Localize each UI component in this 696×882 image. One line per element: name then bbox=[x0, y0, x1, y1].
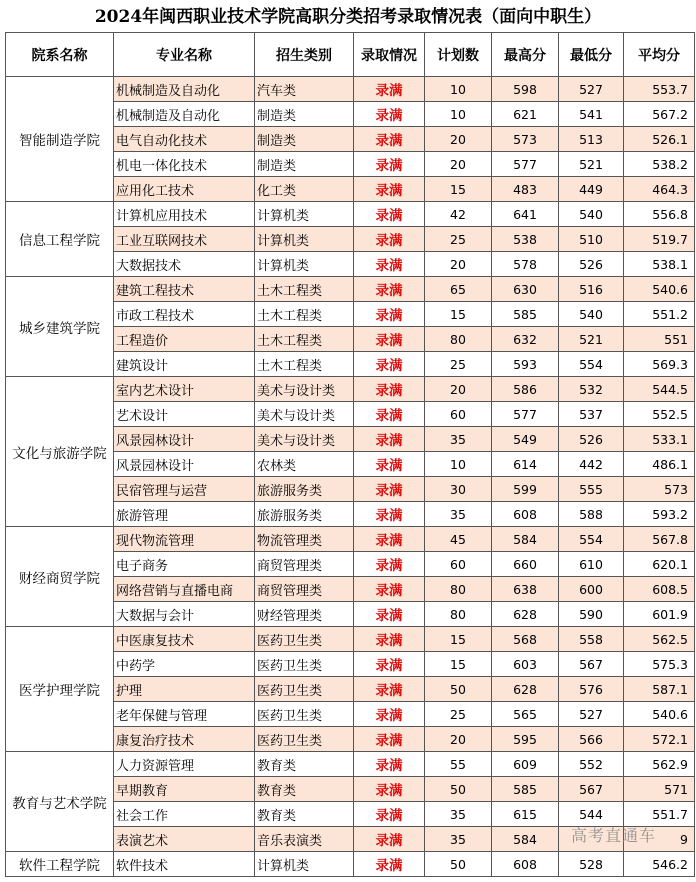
plan-cell: 10 bbox=[425, 77, 492, 102]
status-cell: 录满 bbox=[354, 77, 425, 102]
plan-cell: 10 bbox=[425, 452, 492, 477]
max-score-cell: 573 bbox=[492, 127, 559, 152]
major-cell: 老年保健与管理 bbox=[114, 702, 255, 727]
plan-cell: 35 bbox=[425, 827, 492, 852]
max-score-cell: 586 bbox=[492, 377, 559, 402]
plan-cell: 80 bbox=[425, 602, 492, 627]
min-score-cell: 528 bbox=[559, 852, 624, 877]
major-cell: 计算机应用技术 bbox=[114, 202, 255, 227]
status-cell: 录满 bbox=[354, 252, 425, 277]
status-cell: 录满 bbox=[354, 427, 425, 452]
status-cell: 录满 bbox=[354, 702, 425, 727]
avg-score-cell: 587.1 bbox=[624, 677, 695, 702]
max-score-cell: 593 bbox=[492, 352, 559, 377]
avg-score-cell: 540.6 bbox=[624, 702, 695, 727]
plan-cell: 65 bbox=[425, 277, 492, 302]
category-cell: 教育类 bbox=[255, 777, 354, 802]
category-cell: 土木工程类 bbox=[255, 277, 354, 302]
plan-cell: 25 bbox=[425, 227, 492, 252]
status-cell: 录满 bbox=[354, 377, 425, 402]
category-cell: 旅游服务类 bbox=[255, 502, 354, 527]
table-row bbox=[6, 77, 695, 102]
category-cell: 旅游服务类 bbox=[255, 477, 354, 502]
header-status: 录取情况 bbox=[354, 33, 425, 77]
min-score-cell: 588 bbox=[559, 502, 624, 527]
category-cell: 农林类 bbox=[255, 452, 354, 477]
min-score-cell: 510 bbox=[559, 227, 624, 252]
min-score-cell: 590 bbox=[559, 602, 624, 627]
min-score-cell: 555 bbox=[559, 477, 624, 502]
category-cell: 医药卫生类 bbox=[255, 627, 354, 652]
category-cell: 音乐表演类 bbox=[255, 827, 354, 852]
min-score-cell: 527 bbox=[559, 77, 624, 102]
category-cell: 计算机类 bbox=[255, 227, 354, 252]
avg-score-cell: 593.2 bbox=[624, 502, 695, 527]
max-score-cell: 584 bbox=[492, 527, 559, 552]
avg-score-cell: 546.2 bbox=[624, 852, 695, 877]
status-cell: 录满 bbox=[354, 277, 425, 302]
max-score-cell: 577 bbox=[492, 402, 559, 427]
status-cell: 录满 bbox=[354, 127, 425, 152]
status-cell: 录满 bbox=[354, 327, 425, 352]
plan-cell: 50 bbox=[425, 852, 492, 877]
category-cell: 制造类 bbox=[255, 152, 354, 177]
max-score-cell: 641 bbox=[492, 202, 559, 227]
category-cell: 医药卫生类 bbox=[255, 702, 354, 727]
min-score-cell: 554 bbox=[559, 352, 624, 377]
status-cell: 录满 bbox=[354, 352, 425, 377]
category-cell: 美术与设计类 bbox=[255, 402, 354, 427]
plan-cell: 25 bbox=[425, 702, 492, 727]
major-cell: 旅游管理 bbox=[114, 502, 255, 527]
avg-score-cell: 540.6 bbox=[624, 277, 695, 302]
max-score-cell: 538 bbox=[492, 227, 559, 252]
major-cell: 康复治疗技术 bbox=[114, 727, 255, 752]
plan-cell: 50 bbox=[425, 777, 492, 802]
max-score-cell: 578 bbox=[492, 252, 559, 277]
min-score-cell: 540 bbox=[559, 202, 624, 227]
major-cell: 电子商务 bbox=[114, 552, 255, 577]
max-score-cell: 603 bbox=[492, 652, 559, 677]
department-cell: 财经商贸学院 bbox=[6, 527, 114, 627]
department-cell: 教育与艺术学院 bbox=[6, 752, 114, 852]
max-score-cell: 614 bbox=[492, 452, 559, 477]
plan-cell: 35 bbox=[425, 802, 492, 827]
major-cell: 早期教育 bbox=[114, 777, 255, 802]
avg-score-cell: 551.7 bbox=[624, 802, 695, 827]
avg-score-cell: 575.3 bbox=[624, 652, 695, 677]
status-cell: 录满 bbox=[354, 777, 425, 802]
plan-cell: 15 bbox=[425, 302, 492, 327]
min-score-cell: 600 bbox=[559, 577, 624, 602]
status-cell: 录满 bbox=[354, 502, 425, 527]
min-score-cell: 567 bbox=[559, 777, 624, 802]
watermark: 高考直通车 bbox=[570, 826, 656, 845]
avg-score-cell: 552.5 bbox=[624, 402, 695, 427]
major-cell: 护理 bbox=[114, 677, 255, 702]
min-score-cell: 544 bbox=[559, 802, 624, 827]
status-cell: 录满 bbox=[354, 177, 425, 202]
plan-cell: 10 bbox=[425, 102, 492, 127]
major-cell: 表演艺术 bbox=[114, 827, 255, 852]
status-cell: 录满 bbox=[354, 477, 425, 502]
plan-cell: 80 bbox=[425, 327, 492, 352]
avg-score-cell: 571 bbox=[624, 777, 695, 802]
avg-score-cell: 519.7 bbox=[624, 227, 695, 252]
major-cell: 网络营销与直播电商 bbox=[114, 577, 255, 602]
major-cell: 大数据与会计 bbox=[114, 602, 255, 627]
category-cell: 汽车类 bbox=[255, 77, 354, 102]
major-cell: 电气自动化技术 bbox=[114, 127, 255, 152]
max-score-cell: 628 bbox=[492, 602, 559, 627]
table-row bbox=[6, 752, 695, 777]
max-score-cell: 632 bbox=[492, 327, 559, 352]
major-cell: 软件技术 bbox=[114, 852, 255, 877]
avg-score-cell: 567.2 bbox=[624, 102, 695, 127]
header-category: 招生类别 bbox=[255, 33, 354, 77]
major-cell: 风景园林设计 bbox=[114, 452, 255, 477]
max-score-cell: 598 bbox=[492, 77, 559, 102]
max-score-cell: 549 bbox=[492, 427, 559, 452]
min-score-cell: 610 bbox=[559, 552, 624, 577]
min-score-cell: 558 bbox=[559, 627, 624, 652]
category-cell: 化工类 bbox=[255, 177, 354, 202]
department-cell: 信息工程学院 bbox=[6, 202, 114, 277]
max-score-cell: 630 bbox=[492, 277, 559, 302]
department-cell: 智能制造学院 bbox=[6, 77, 114, 202]
plan-cell: 20 bbox=[425, 727, 492, 752]
min-score-cell: 526 bbox=[559, 252, 624, 277]
header-avg: 平均分 bbox=[624, 33, 695, 77]
plan-cell: 35 bbox=[425, 502, 492, 527]
page-title: 2024年闽西职业技术学院高职分类招考录取情况表（面向中职生） bbox=[94, 7, 602, 27]
avg-score-cell: 562.5 bbox=[624, 627, 695, 652]
plan-cell: 15 bbox=[425, 652, 492, 677]
plan-cell: 30 bbox=[425, 477, 492, 502]
min-score-cell: 516 bbox=[559, 277, 624, 302]
avg-score-cell: 553.7 bbox=[624, 77, 695, 102]
max-score-cell: 585 bbox=[492, 302, 559, 327]
header-row bbox=[6, 33, 695, 77]
status-cell: 录满 bbox=[354, 102, 425, 127]
status-cell: 录满 bbox=[354, 677, 425, 702]
min-score-cell: 442 bbox=[559, 452, 624, 477]
avg-score-cell: 551.2 bbox=[624, 302, 695, 327]
min-score-cell: 521 bbox=[559, 327, 624, 352]
major-cell: 建筑设计 bbox=[114, 352, 255, 377]
category-cell: 计算机类 bbox=[255, 252, 354, 277]
status-cell: 录满 bbox=[354, 402, 425, 427]
major-cell: 社会工作 bbox=[114, 802, 255, 827]
major-cell: 大数据技术 bbox=[114, 252, 255, 277]
category-cell: 商贸管理类 bbox=[255, 577, 354, 602]
avg-score-cell: 601.9 bbox=[624, 602, 695, 627]
table-body bbox=[6, 77, 695, 877]
category-cell: 医药卫生类 bbox=[255, 652, 354, 677]
plan-cell: 20 bbox=[425, 252, 492, 277]
major-cell: 室内艺术设计 bbox=[114, 377, 255, 402]
status-cell: 录满 bbox=[354, 652, 425, 677]
max-score-cell: 599 bbox=[492, 477, 559, 502]
status-cell: 录满 bbox=[354, 602, 425, 627]
header-plan: 计划数 bbox=[425, 33, 492, 77]
min-score-cell: 449 bbox=[559, 177, 624, 202]
avg-score-cell: 486.1 bbox=[624, 452, 695, 477]
table-row bbox=[6, 277, 695, 302]
max-score-cell: 577 bbox=[492, 152, 559, 177]
status-cell: 录满 bbox=[354, 752, 425, 777]
avg-score-cell: 526.1 bbox=[624, 127, 695, 152]
plan-cell: 80 bbox=[425, 577, 492, 602]
min-score-cell: 554 bbox=[559, 527, 624, 552]
max-score-cell: 595 bbox=[492, 727, 559, 752]
avg-score-cell: 551 bbox=[624, 327, 695, 352]
max-score-cell: 568 bbox=[492, 627, 559, 652]
status-cell: 录满 bbox=[354, 727, 425, 752]
category-cell: 医药卫生类 bbox=[255, 677, 354, 702]
plan-cell: 15 bbox=[425, 177, 492, 202]
plan-cell: 45 bbox=[425, 527, 492, 552]
category-cell: 医药卫生类 bbox=[255, 727, 354, 752]
avg-score-cell: 9 bbox=[624, 827, 695, 852]
category-cell: 美术与设计类 bbox=[255, 377, 354, 402]
major-cell: 工业互联网技术 bbox=[114, 227, 255, 252]
min-score-cell: 526 bbox=[559, 427, 624, 452]
avg-score-cell: 538.1 bbox=[624, 252, 695, 277]
department-cell: 城乡建筑学院 bbox=[6, 277, 114, 377]
status-cell: 录满 bbox=[354, 802, 425, 827]
major-cell: 市政工程技术 bbox=[114, 302, 255, 327]
category-cell: 物流管理类 bbox=[255, 527, 354, 552]
min-score-cell: 521 bbox=[559, 152, 624, 177]
status-cell: 录满 bbox=[354, 302, 425, 327]
max-score-cell: 628 bbox=[492, 677, 559, 702]
table-row bbox=[6, 527, 695, 552]
major-cell: 机械制造及自动化 bbox=[114, 102, 255, 127]
category-cell: 教育类 bbox=[255, 752, 354, 777]
avg-score-cell: 538.2 bbox=[624, 152, 695, 177]
max-score-cell: 483 bbox=[492, 177, 559, 202]
status-cell: 录满 bbox=[354, 577, 425, 602]
plan-cell: 15 bbox=[425, 627, 492, 652]
min-score-cell: 567 bbox=[559, 652, 624, 677]
min-score-cell: 540 bbox=[559, 302, 624, 327]
max-score-cell: 660 bbox=[492, 552, 559, 577]
major-cell: 现代物流管理 bbox=[114, 527, 255, 552]
plan-cell: 55 bbox=[425, 752, 492, 777]
plan-cell: 60 bbox=[425, 402, 492, 427]
major-cell: 艺术设计 bbox=[114, 402, 255, 427]
category-cell: 计算机类 bbox=[255, 202, 354, 227]
max-score-cell: 621 bbox=[492, 102, 559, 127]
major-cell: 中医康复技术 bbox=[114, 627, 255, 652]
avg-score-cell: 620.1 bbox=[624, 552, 695, 577]
avg-score-cell: 544.5 bbox=[624, 377, 695, 402]
max-score-cell: 638 bbox=[492, 577, 559, 602]
max-score-cell: 615 bbox=[492, 802, 559, 827]
table-row bbox=[6, 852, 695, 877]
status-cell: 录满 bbox=[354, 227, 425, 252]
table-row bbox=[6, 627, 695, 652]
major-cell: 应用化工技术 bbox=[114, 177, 255, 202]
header-min: 最低分 bbox=[559, 33, 624, 77]
status-cell: 录满 bbox=[354, 202, 425, 227]
avg-score-cell: 556.8 bbox=[624, 202, 695, 227]
min-score-cell: 513 bbox=[559, 127, 624, 152]
max-score-cell: 608 bbox=[492, 852, 559, 877]
max-score-cell: 585 bbox=[492, 777, 559, 802]
table-row bbox=[6, 377, 695, 402]
major-cell: 工程造价 bbox=[114, 327, 255, 352]
status-cell: 录满 bbox=[354, 552, 425, 577]
avg-score-cell: 608.5 bbox=[624, 577, 695, 602]
min-score-cell: 532 bbox=[559, 377, 624, 402]
category-cell: 美术与设计类 bbox=[255, 427, 354, 452]
category-cell: 土木工程类 bbox=[255, 327, 354, 352]
major-cell: 民宿管理与运营 bbox=[114, 477, 255, 502]
category-cell: 土木工程类 bbox=[255, 302, 354, 327]
department-cell: 软件工程学院 bbox=[6, 852, 114, 877]
avg-score-cell: 533.1 bbox=[624, 427, 695, 452]
max-score-cell: 608 bbox=[492, 502, 559, 527]
status-cell: 录满 bbox=[354, 152, 425, 177]
avg-score-cell: 562.9 bbox=[624, 752, 695, 777]
plan-cell: 20 bbox=[425, 127, 492, 152]
category-cell: 制造类 bbox=[255, 127, 354, 152]
major-cell: 中药学 bbox=[114, 652, 255, 677]
status-cell: 录满 bbox=[354, 852, 425, 877]
category-cell: 财经管理类 bbox=[255, 602, 354, 627]
avg-score-cell: 572.1 bbox=[624, 727, 695, 752]
avg-score-cell: 567.8 bbox=[624, 527, 695, 552]
min-score-cell: 552 bbox=[559, 752, 624, 777]
status-cell: 录满 bbox=[354, 827, 425, 852]
avg-score-cell: 573 bbox=[624, 477, 695, 502]
major-cell: 建筑工程技术 bbox=[114, 277, 255, 302]
max-score-cell: 584 bbox=[492, 827, 559, 852]
table-row bbox=[6, 202, 695, 227]
avg-score-cell: 464.3 bbox=[624, 177, 695, 202]
plan-cell: 50 bbox=[425, 677, 492, 702]
plan-cell: 35 bbox=[425, 427, 492, 452]
department-cell: 医学护理学院 bbox=[6, 627, 114, 752]
category-cell: 制造类 bbox=[255, 102, 354, 127]
min-score-cell: 527 bbox=[559, 702, 624, 727]
major-cell: 机械制造及自动化 bbox=[114, 77, 255, 102]
min-score-cell: 566 bbox=[559, 727, 624, 752]
status-cell: 录满 bbox=[354, 527, 425, 552]
status-cell: 录满 bbox=[354, 627, 425, 652]
department-cell: 文化与旅游学院 bbox=[6, 377, 114, 527]
header-max: 最高分 bbox=[492, 33, 559, 77]
min-score-cell: 576 bbox=[559, 677, 624, 702]
plan-cell: 42 bbox=[425, 202, 492, 227]
plan-cell: 25 bbox=[425, 352, 492, 377]
plan-cell: 20 bbox=[425, 377, 492, 402]
min-score-cell: 541 bbox=[559, 102, 624, 127]
plan-cell: 20 bbox=[425, 152, 492, 177]
min-score-cell: 537 bbox=[559, 402, 624, 427]
major-cell: 人力资源管理 bbox=[114, 752, 255, 777]
major-cell: 风景园林设计 bbox=[114, 427, 255, 452]
admission-table bbox=[5, 32, 695, 877]
status-cell: 录满 bbox=[354, 452, 425, 477]
header-major: 专业名称 bbox=[114, 33, 255, 77]
category-cell: 教育类 bbox=[255, 802, 354, 827]
header-department: 院系名称 bbox=[6, 33, 114, 77]
category-cell: 土木工程类 bbox=[255, 352, 354, 377]
category-cell: 商贸管理类 bbox=[255, 552, 354, 577]
max-score-cell: 609 bbox=[492, 752, 559, 777]
avg-score-cell: 569.3 bbox=[624, 352, 695, 377]
category-cell: 计算机类 bbox=[255, 852, 354, 877]
major-cell: 机电一体化技术 bbox=[114, 152, 255, 177]
plan-cell: 60 bbox=[425, 552, 492, 577]
max-score-cell: 565 bbox=[492, 702, 559, 727]
